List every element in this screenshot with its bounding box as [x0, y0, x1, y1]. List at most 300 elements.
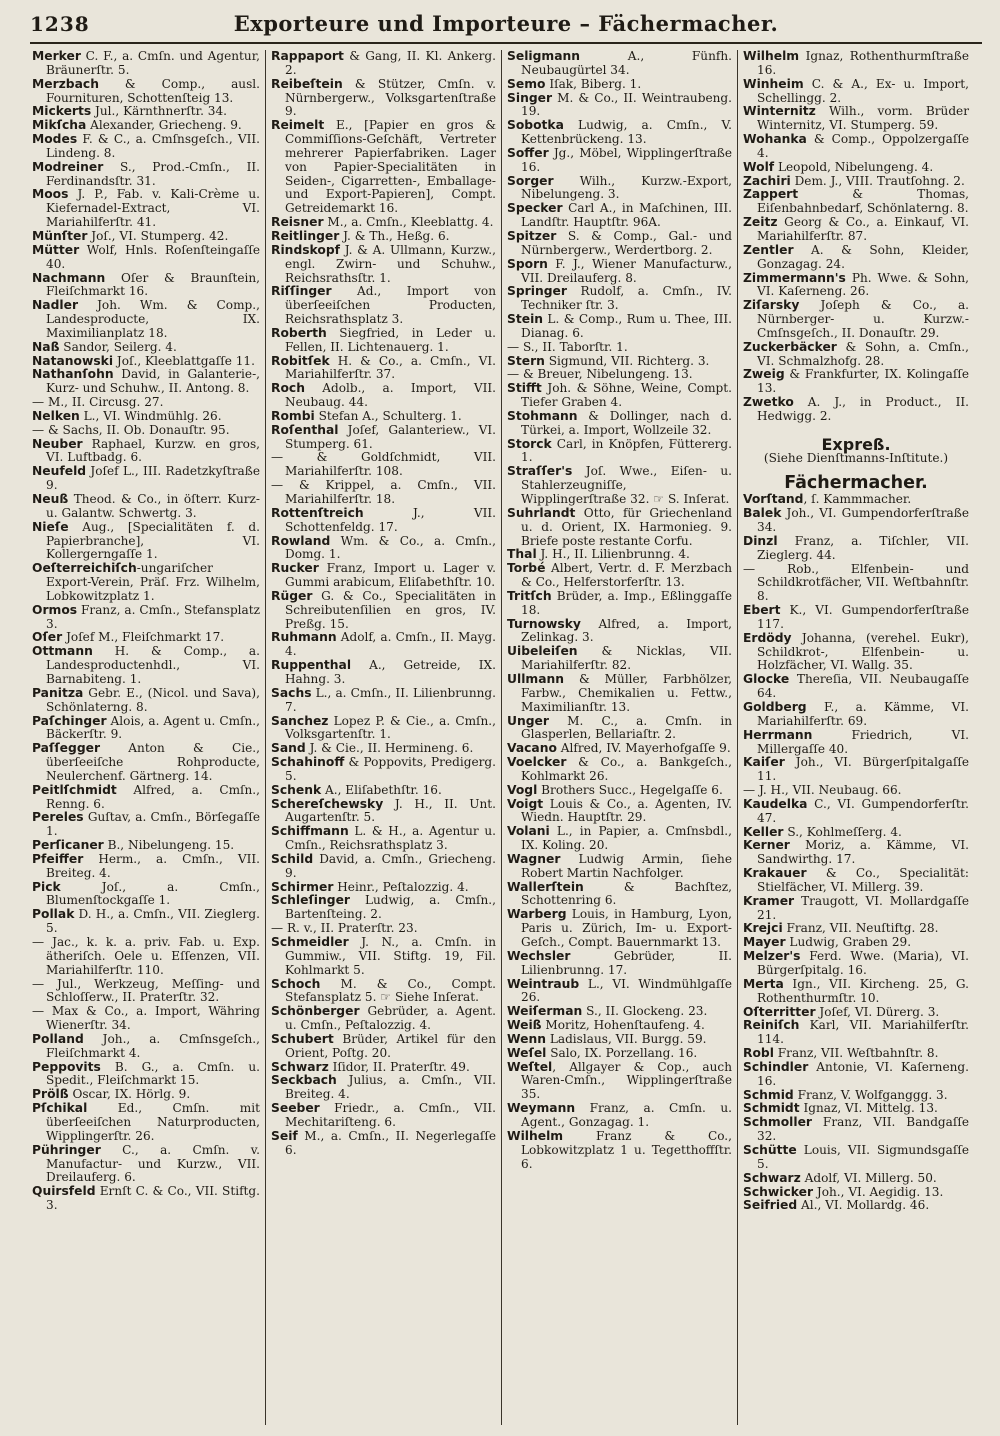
directory-entry: [507, 92, 732, 120]
directory-entry: [507, 618, 732, 646]
entry-text: Iſidor, II. Praterſtr. 49.: [328, 1059, 470, 1074]
entry-name: Soffer: [507, 145, 549, 160]
entry-text: & Comp., ausl. Fournituren, Schottenſteig 13.: [46, 76, 260, 105]
entry-name: Zuckerbäcker: [743, 339, 837, 354]
entry-name: Pſchikal: [32, 1101, 88, 1116]
directory-entry: [271, 1061, 496, 1075]
entry-name: Ruhmann: [271, 630, 337, 645]
directory-entry: [271, 742, 496, 756]
entry-name: Tritſch: [507, 588, 552, 603]
directory-entry: [32, 244, 260, 272]
section-note-express: (Siehe Dienſtmanns-Inſtitute.): [763, 450, 949, 465]
entry-name: Wenn: [507, 1031, 546, 1046]
directory-entry: [507, 465, 732, 507]
directory-entry: [32, 742, 260, 784]
directory-entry: [507, 258, 732, 286]
entry-text: Louis, in Hamburg, Lyon, Paris u. Zürich, Im- u. Export-Geſch., Compt. Bauernmarkt 13.: [521, 907, 732, 949]
column-3: [502, 50, 738, 1425]
directory-entry: [743, 1019, 969, 1047]
entry-text: Ladislaus, VII. Burgg. 59.: [545, 1031, 707, 1046]
directory-entry: [743, 922, 969, 936]
directory-entry: [32, 424, 260, 438]
directory-entry: [32, 410, 260, 424]
entry-name: Mayer: [743, 935, 786, 950]
entry-text: Sigmund, VII. Richterg. 3.: [544, 353, 710, 368]
directory-entry: [507, 742, 732, 756]
directory-entry: [507, 202, 732, 230]
entry-name: Schmid: [743, 1087, 794, 1102]
directory-entry: [32, 299, 260, 341]
entry-text: Moritz, Hohenſtaufeng. 4.: [541, 1018, 705, 1033]
entry-name: Winheim: [743, 76, 804, 91]
entry-text: & Co., Specialität: Stielfächer, VI. Millerg. 39.: [757, 866, 969, 894]
directory-entry: [507, 756, 732, 784]
entry-text: L., in Papier, a. Cmſnsbdl., IX. Koling. 20.: [521, 824, 732, 853]
entry-text: C. & A., Ex- u. Import, Schellingg. 2.: [757, 76, 969, 105]
directory-entry: [743, 1186, 969, 1200]
directory-entry: [743, 673, 969, 701]
entry-text: M. & Co., II. Weintraubeng. 19.: [521, 90, 732, 119]
entry-text: Georg & Co., a. Einkauf, VI. Mariahilferſtr. 87.: [757, 215, 969, 243]
directory-entry: [743, 1199, 969, 1213]
entry-text: Leopold, Nibelungeng. 4.: [774, 159, 934, 174]
entry-name: Sanchez: [271, 713, 329, 728]
directory-entry: [743, 563, 969, 605]
directory-entry: [743, 299, 969, 341]
entry-name: Suhrlandt: [507, 505, 576, 520]
directory-entry: [32, 853, 260, 881]
entry-name: Spitzer: [507, 228, 557, 243]
directory-entry: [32, 1088, 260, 1102]
directory-entry: [271, 285, 496, 327]
entry-text: David, in Galanterie-, Kurz- und Schuhw., II. Antong. 8.: [46, 367, 260, 396]
directory-entry: [32, 1061, 260, 1089]
entry-text: Joſef, Galanteriew., VI. Stumperg. 61.: [285, 422, 496, 451]
entry-text: Aug., [Specialitäten f. d. Papierbranche], VI. Kollergerngaſſe 1.: [46, 519, 260, 562]
page-number: 1238: [30, 12, 90, 36]
entry-name: Rombi: [271, 408, 315, 423]
directory-entry: [271, 1005, 496, 1033]
directory-entry: [743, 756, 969, 784]
entry-text: Louis & Co., a. Agenten, IV. Wiedn. Hauptſtr. 29.: [521, 796, 732, 825]
entry-name: Prölß: [32, 1087, 69, 1102]
entry-text: Sandor, Seilerg. 4.: [59, 339, 177, 354]
entry-text: & Bachſtez, Schottenring 6.: [521, 879, 732, 908]
directory-entry: [507, 978, 732, 1006]
entry-text: J. & Th., Heßg. 6.: [339, 228, 450, 243]
entry-text: Ludwig, a. Cmſn., V. Kettenbrückeng. 13.: [521, 118, 732, 147]
entry-name: Wohanka: [743, 132, 807, 147]
entry-text: Adolb., a. Import, VII. Neubaug. 44.: [285, 381, 496, 410]
section-heading-faechermacher: Fächermacher.: [784, 473, 928, 494]
directory-entry: [743, 1116, 969, 1144]
entry-name: Reimelt: [271, 118, 325, 133]
entry-text: Louis, VII. Sigmundsgaſſe 5.: [757, 1142, 969, 1171]
entry-text: & Müller, Farbhölzer, Farbw., Chemikalien u. Fettw., Maximilianſtr. 13.: [521, 671, 732, 714]
entry-text: Dem. J., VIII. Trautſohng. 2.: [790, 173, 965, 188]
directory-entry: [743, 729, 969, 757]
directory-entry: [743, 798, 969, 826]
directory-entry: [743, 1006, 969, 1020]
directory-entry: [32, 1185, 260, 1213]
directory-entry: [507, 1005, 732, 1019]
entry-name: Peppovits: [32, 1059, 101, 1074]
entry-text: Friedrich, VI. Millergaſſe 40.: [757, 727, 969, 756]
directory-entry: [507, 341, 732, 355]
directory-entry: [743, 867, 969, 895]
directory-entry: [32, 105, 260, 119]
entry-text: Gebrüder, a. Agent. u. Cmſn., Peſtalozzig. 4.: [285, 1004, 496, 1033]
entry-name: Nelken: [32, 408, 80, 423]
directory-entry: [271, 894, 496, 922]
entry-text: Anton & Cie., überſeeiſche Rohproducte, Neulerchenf. Gärtnerg. 14.: [46, 741, 260, 783]
directory-entry: [743, 826, 969, 840]
directory-entry: [743, 1061, 969, 1089]
entry-name: Straſſer's: [507, 464, 573, 479]
directory-entry: [743, 1047, 969, 1061]
directory-entry: [32, 604, 260, 632]
entry-name: Pühringer: [32, 1142, 101, 1157]
entry-name: Ruppenthal: [271, 658, 352, 673]
entry-name: Torbé: [507, 561, 546, 576]
directory-entry: [32, 811, 260, 839]
directory-entry: [271, 1130, 496, 1158]
entry-name: Pollak: [32, 907, 75, 922]
entry-text: L., VI. Windmühlgaſſe 26.: [521, 976, 732, 1005]
entry-name: Paſchinger: [32, 713, 107, 728]
entry-text: & Gang, II. Kl. Ankerg. 2.: [285, 50, 496, 77]
entry-text: A., Getreide, IX. Hahng. 3.: [285, 658, 496, 686]
directory-entry: [743, 1089, 969, 1103]
entry-text: Siegfried, in Leder u. Fellen, II. Lichtenauerg. 1.: [285, 325, 496, 354]
entry-text: Jul., Kärnthnerſtr. 34.: [91, 104, 227, 119]
entry-name: Zachiri: [743, 173, 791, 188]
directory-entry: [32, 133, 260, 161]
directory-entry: [32, 188, 260, 230]
entry-name: Semo: [507, 76, 546, 91]
entry-name: Kaudelka: [743, 796, 808, 811]
entry-name: Rüger: [271, 588, 313, 603]
entry-text: Herm., a. Cmſn., VII. Breiteg. 4.: [46, 851, 260, 880]
entry-name: Seckbach: [271, 1073, 337, 1088]
entry-name: Sobotka: [507, 118, 564, 133]
directory-entry: [32, 936, 260, 978]
entry-name: Schütte: [743, 1142, 797, 1157]
column-4: [738, 50, 974, 1425]
directory-entry: [271, 715, 496, 743]
directory-entry: [271, 535, 496, 563]
entry-name: Schenk: [271, 782, 322, 797]
entry-name: Ullmann: [507, 671, 565, 686]
directory-entry: [743, 936, 969, 950]
directory-entry: [32, 341, 260, 355]
entry-name: Quirsfeld: [32, 1184, 96, 1199]
directory-entry: [743, 1144, 969, 1172]
entry-name: Zappert: [743, 187, 799, 202]
entry-name: Voigt: [507, 796, 544, 811]
entry-name: Sand: [271, 741, 306, 756]
directory-entry: [507, 950, 732, 978]
entry-text: F. & C., a. Cmſnsgeſch., VII. Lindeng. 8.: [46, 132, 260, 160]
entry-text: Theod. & Co., in öſterr. Kurz- u. Galantw. Schwertg. 3.: [46, 492, 260, 520]
directory-entry: [507, 175, 732, 203]
entry-name: Schwarz: [743, 1170, 801, 1185]
entry-name: Roberth: [271, 325, 327, 340]
directory-entry: [743, 839, 969, 867]
directory-entry: [32, 1033, 260, 1061]
entry-name: Mickerts: [32, 104, 92, 119]
entry-name: Schindler: [743, 1059, 809, 1074]
entry-text: J. & Cie., II. Hermineng. 6.: [305, 741, 474, 756]
entry-text: Al., VI. Mollardg. 46.: [797, 1198, 930, 1213]
entry-text: H. & Comp., a. Landesproductenhdl., VI. Barnabiteng. 1.: [46, 644, 260, 686]
entry-name: Seligmann: [507, 50, 581, 63]
entry-text: Joſeph & Co., a. Nürnberger- u. Kurzw.-Cmſnsgeſch., II. Donauſtr. 29.: [757, 298, 969, 340]
directory-entry: [32, 562, 260, 604]
directory-entry: [271, 451, 496, 479]
entry-name: Schahinoff: [271, 755, 345, 770]
entry-name: Perſicaner: [32, 838, 104, 853]
directory-entry: [507, 438, 732, 466]
entry-text: Joſef L., III. Radetzkyſtraße 9.: [46, 464, 260, 493]
entry-text: Wolf, Hnls. Roſenſteingaſſe 40.: [46, 242, 260, 271]
directory-entry: [32, 438, 260, 466]
directory-entry: [743, 161, 969, 175]
entry-text: C., a. Cmſn. v. Manufactur- und Kurzw., VII. Dreilauferg. 6.: [46, 1142, 260, 1185]
directory-entry: [743, 133, 969, 161]
entry-text: Franz, V. Wolfganggg. 3.: [793, 1087, 948, 1102]
entry-text: A., Eliſabethſtr. 16.: [321, 782, 442, 797]
entry-text: Joh., a. Cmſnsgeſch., Fleiſchmarkt 4.: [46, 1031, 260, 1060]
directory-entry: [32, 784, 260, 812]
entry-name: Vorſtand: [743, 492, 804, 507]
entry-text: H. & Co., a. Cmſn., VI. Mariahilferſtr. 37.: [285, 353, 496, 382]
directory-entry: [32, 1005, 260, 1033]
directory-entry: [507, 119, 732, 147]
directory-entry: [271, 978, 496, 1006]
directory-entry: [32, 355, 260, 369]
entry-text: J., VII. Schottenfeldg. 17.: [285, 505, 496, 534]
entry-name: Roch: [271, 381, 305, 396]
entry-text: A. & Sohn, Kleider, Gonzagag. 24.: [757, 242, 969, 271]
directory-entry: [507, 78, 732, 92]
directory-entry: [32, 396, 260, 410]
entry-text: Alfred, a. Cmſn., Renng. 6.: [46, 782, 260, 811]
entry-name: Ottmann: [32, 644, 93, 659]
directory-entry: [743, 978, 969, 1006]
columns: [30, 50, 982, 1425]
entry-text: Moriz, a. Kämme, VI. Sandwirthg. 17.: [757, 838, 969, 867]
entry-name: Weſtel: [507, 1059, 553, 1074]
entry-name: Thal: [507, 547, 537, 562]
directory-entry: [507, 562, 732, 590]
directory-entry: [32, 715, 260, 743]
directory-entry: [271, 1074, 496, 1102]
directory-entry: [32, 908, 260, 936]
entry-name: Modes: [32, 132, 78, 147]
entry-text: — R. v., II. Praterſtr. 23.: [271, 921, 418, 936]
entry-text: Franz, Import u. Lager v. Gummi arabicum, Eliſabethſtr. 10.: [285, 561, 496, 590]
entry-text: Wm. & Co., a. Cmſn., Domg. 1.: [285, 533, 496, 562]
directory-entry: [507, 881, 732, 909]
directory-entry: [32, 78, 260, 106]
entry-name: Naß: [32, 339, 60, 354]
directory-entry: [743, 604, 969, 632]
entry-text: M., a. Cmſn., Kleeblattg. 4.: [323, 215, 494, 230]
entry-text: Franz, a. Cmſn., Stefansplatz 3.: [46, 602, 260, 631]
entry-name: Schoch: [271, 976, 321, 991]
section-heading-express: Expreß.: [821, 434, 891, 454]
column-2: [266, 50, 502, 1425]
entry-text: L. & Comp., Rum u. Thee, III. Dianag. 6.: [521, 312, 732, 340]
directory-entry: [507, 410, 732, 438]
entry-name: Mütter: [32, 242, 80, 257]
entry-text: S., II. Glockeng. 23.: [582, 1004, 708, 1019]
entry-text: B., Nibelungeng. 15.: [103, 838, 235, 853]
column-4-entries: [743, 50, 969, 424]
entry-text: Raphael, Kurzw. en gros, VI. Luftbadg. 6.: [46, 436, 260, 465]
entry-text: A. J., in Product., II. Hedwigg. 2.: [757, 395, 969, 423]
entry-name: Sorger: [507, 173, 554, 188]
directory-entry: [507, 715, 732, 743]
directory-entry: [507, 1033, 732, 1047]
entry-name: Schereſchewsky: [271, 796, 384, 811]
directory-entry: [32, 645, 260, 687]
entry-name: Schwarz: [271, 1059, 329, 1074]
entry-name: Oſer: [32, 630, 63, 645]
directory-entry: [743, 701, 969, 729]
entry-text: Ign., VII. Kircheng. 25, G. Rothenthurmſtr. 10.: [757, 976, 969, 1005]
directory-entry: [507, 1061, 732, 1103]
directory-entry: [271, 424, 496, 452]
entry-name: Schwicker: [743, 1184, 814, 1199]
entry-name: Melzer's: [743, 949, 801, 964]
entry-text: Ludwig, Graben 29.: [785, 935, 912, 950]
entry-text: — Max & Co., a. Import, Währing Wienerſtr. 34.: [32, 1004, 260, 1033]
directory-entry: [271, 410, 496, 424]
entry-name: Schleſinger: [271, 893, 350, 908]
directory-entry: [271, 355, 496, 383]
entry-text: Friedr., a. Cmſn., VII. Mechitariſteng. 6.: [285, 1101, 496, 1129]
entry-text: & Co., a. Bankgeſch., Kohlmarkt 26.: [521, 755, 732, 783]
entry-text: Johanna, (verehel. Eukr), Schildkrot-, Elfenbein- u. Holzfächer, VI. Wallg. 35.: [757, 630, 969, 673]
directory-entry: [32, 161, 260, 189]
entry-text: L., a. Cmſn., II. Lilienbrunng. 7.: [285, 685, 496, 714]
page-header: [30, 8, 982, 44]
entry-name: Merzbach: [32, 76, 99, 91]
entry-name: Specker: [507, 201, 563, 216]
directory-entry: [32, 978, 260, 1006]
entry-name: Nachmann: [32, 270, 106, 285]
directory-entry: [743, 272, 969, 300]
entry-text: Carl, in Knöpfen, Füttererg. 1.: [521, 436, 732, 465]
entry-name: Stohmann: [507, 408, 578, 423]
entry-text: M. & Co., Compt. Stefansplatz 5. ☞ Siehe Inſerat.: [285, 976, 496, 1005]
entry-name: Rindskopf: [271, 242, 341, 257]
entry-name: Ebert: [743, 603, 781, 618]
directory-entry: [507, 147, 732, 175]
directory-entry: [32, 881, 260, 909]
directory-entry: [507, 368, 732, 382]
directory-entry: [743, 535, 969, 563]
entry-name: Weymann: [507, 1101, 576, 1116]
entry-text: Salo, IX. Porzellang. 16.: [546, 1045, 698, 1060]
entry-name: Peitlſchmidt: [32, 782, 117, 797]
entry-text: Adolf, a. Cmſn., II. Mayg. 4.: [285, 630, 496, 659]
directory-entry: [271, 382, 496, 410]
directory-entry: [743, 216, 969, 244]
entry-text: F., a. Kämme, VI. Mariahilferſtr. 69.: [757, 699, 969, 728]
entry-name: Neufeld: [32, 464, 87, 479]
entry-name: Nieſe: [32, 519, 69, 534]
entry-name: Sachs: [271, 685, 312, 700]
entry-text: — & Sachs, II. Ob. Donauſtr. 95.: [32, 422, 230, 437]
entry-text: Oſer & Braunſtein, Fleiſchmarkt 16.: [46, 270, 260, 299]
directory-entry: [743, 368, 969, 396]
entry-name: Reibeſtein: [271, 76, 343, 91]
entry-name: Weſel: [507, 1045, 547, 1060]
directory-entry: [271, 687, 496, 715]
entry-name: Stern: [507, 353, 545, 368]
entry-name: Wilhelm: [507, 1128, 564, 1143]
entry-name: Stifft: [507, 381, 542, 396]
entry-text: Ed., Cmſn. mit überſeeiſchen Naturproducten, Wipplingerſtr. 26.: [46, 1101, 260, 1143]
directory-entry: [743, 1172, 969, 1186]
entry-text: Franz, a. Cmſn. u. Agent., Gonzagag. 1.: [521, 1101, 732, 1129]
entry-text: Joſ., Kleeblattgaſſe 11.: [113, 353, 255, 368]
entry-name: Wechsler: [507, 948, 571, 963]
directory-entry: [507, 673, 732, 715]
entry-text: Gebrüder, II. Lilienbrunng. 17.: [521, 948, 732, 977]
entry-text: Lopez P. & Cie., a. Cmſn., Volksgartenſtr. 1.: [285, 713, 496, 742]
entry-text: E., [Papier en gros & Commiſſions-Geſchäft, Vertreter mehrerer Papierfabriken. Lager von Papier-Specialitäten in Seiden-, Cigarretten-, Emballage- und Export-Papieren], Compt. Getreidemarkt 16.: [285, 118, 496, 216]
entry-name: Oeſterreichiſch: [32, 561, 137, 576]
directory-entry: [507, 548, 732, 562]
directory-entry: [32, 1102, 260, 1144]
entry-name: Rucker: [271, 561, 319, 576]
directory-entry: [507, 230, 732, 258]
entry-name: Vacano: [507, 741, 557, 756]
entry-name: Herrmann: [743, 727, 813, 742]
entry-name: Polland: [32, 1031, 84, 1046]
directory-entry: [32, 521, 260, 563]
entry-name: Krakauer: [743, 866, 807, 881]
entry-text: — S., II. Taborſtr. 1.: [507, 339, 628, 354]
entry-text: -ungariſcher Export-Verein, Präſ. Frz. Wilhelm, Lobkowitzplatz 1.: [46, 561, 260, 603]
directory-entry: [507, 355, 732, 369]
entry-text: Franz, VII. Weſtbahnſtr. 8.: [773, 1046, 939, 1061]
entry-name: Ormos: [32, 602, 78, 617]
entry-text: S., Prod.-Cmſn., II. Ferdinandsſtr. 31.: [46, 159, 260, 188]
directory-entry: [507, 825, 732, 853]
entry-text: Joſef, VI. Dürerg. 3.: [815, 1004, 940, 1019]
entry-text: Joſef M., Fleiſchmarkt 17.: [62, 630, 225, 645]
entry-text: Thereſia, VII. Neubaugaſſe 64.: [757, 672, 969, 701]
entry-text: Ignaz, Rothenthurmſtraße 16.: [757, 50, 969, 77]
entry-name: Keller: [743, 824, 784, 839]
entry-name: Weiß: [507, 1018, 542, 1033]
entry-text: Brüder, Artikel für den Orient, Poſtg. 20.: [285, 1031, 496, 1060]
entry-text: Joh., VI. Gumpendorferſtraße 34.: [757, 506, 969, 534]
directory-entry: [32, 631, 260, 645]
entry-text: Joſ., VI. Stumperg. 42.: [87, 228, 229, 243]
entry-text: — Jac., k. k. a. priv. Fab. u. Exp. ätheriſch. Oele u. Eſſenzen, VII. Mariahilferſtr. 110.: [32, 935, 260, 977]
entry-name: Riſſinger: [271, 284, 332, 299]
entry-text: & Stützer, Cmſn. v. Nürnbergerw., Volksgartenſtraße 9.: [285, 76, 496, 119]
entry-name: Springer: [507, 284, 567, 299]
directory-entry: [743, 188, 969, 216]
entry-text: M. C., a. Cmſn. in Glasperlen, Bellariaſtr. 2.: [521, 713, 732, 742]
